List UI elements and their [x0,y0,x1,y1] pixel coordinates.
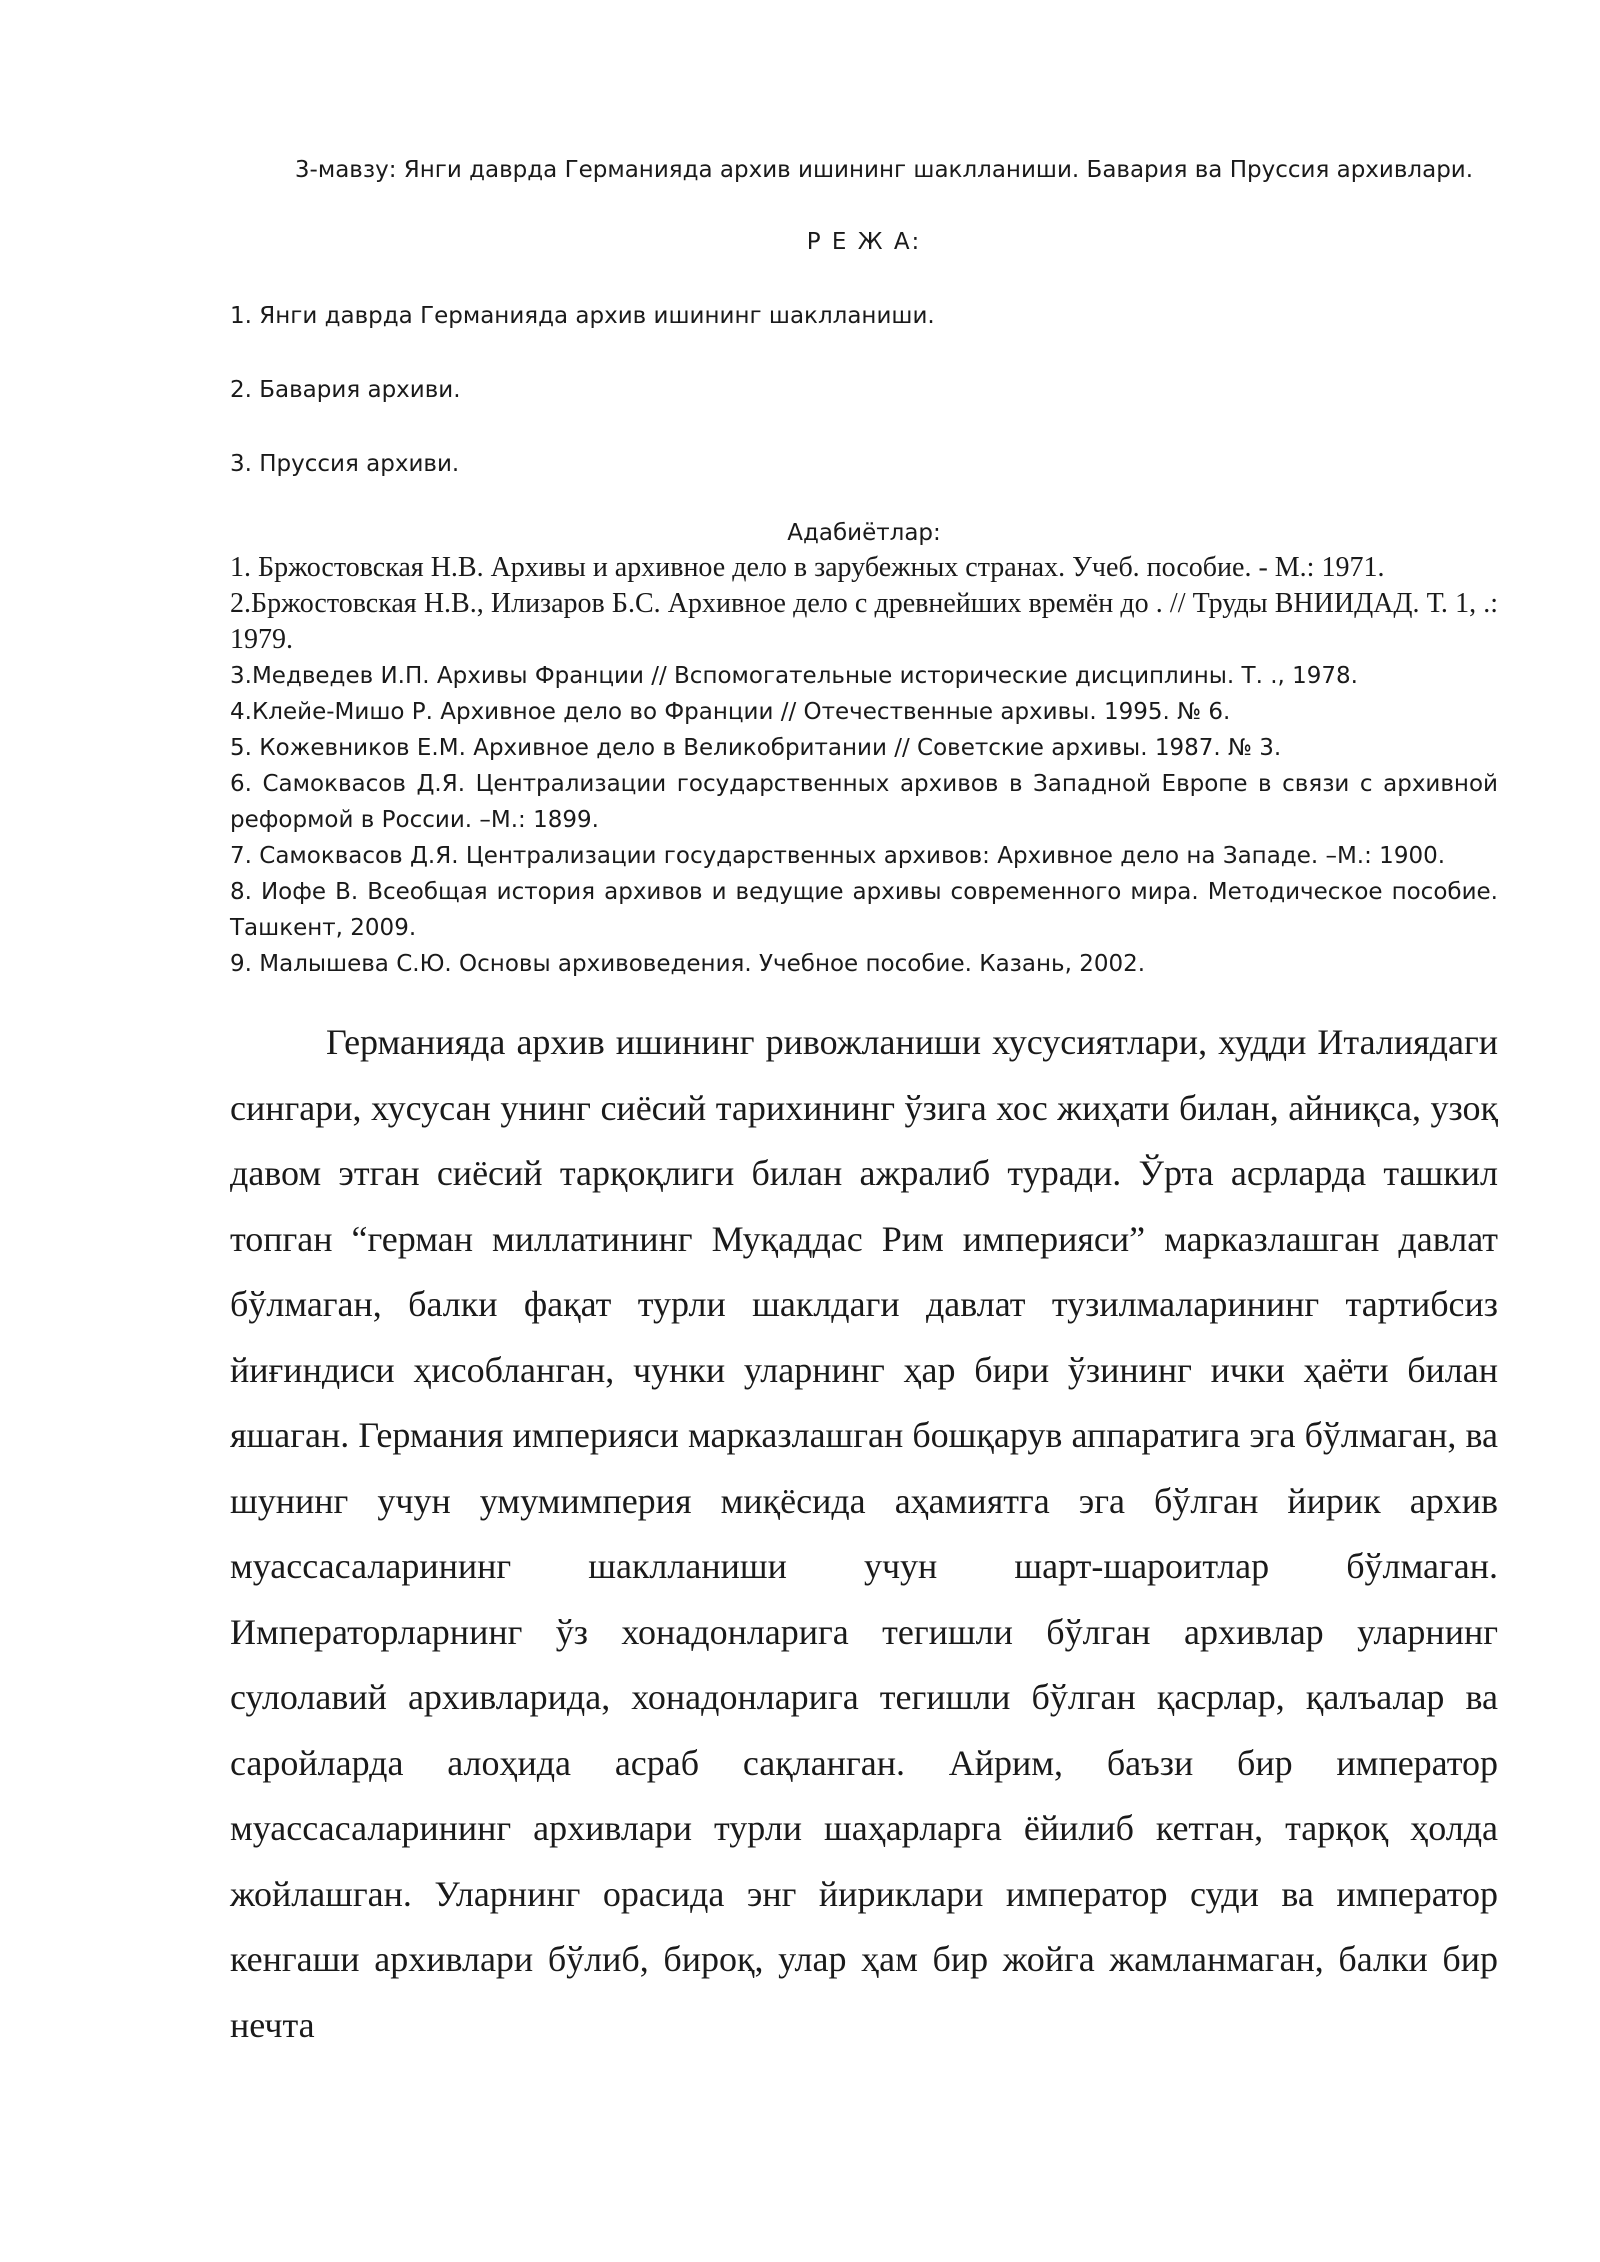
literature-list [230,550,1498,982]
plan-list [230,296,1498,484]
literature-item: 9. Малышева С.Ю. Основы архивоведения. Учебное пособие. Казань, 2002. [230,951,1146,977]
literature-item: 4.Клейе-Мишо Р. Архивное дело во Франции // Отечественные архивы. 1995. № 6. [230,699,1231,725]
literature-item: 3.Медведев И.П. Архивы Франции // Вспомогательные исторические дисциплины. Т. ., 1978. [230,663,1358,689]
literature-item: 2.Бржостовская Н.В., Илизаров Б.С. Архивное дело с древнейших времён до . // Труды ВНИИДАД. Т. 1, .: 1979. [230,588,1498,655]
literature-heading: Адабиётлар: [787,520,941,546]
plan-heading: Р Е Ж А: [806,229,922,255]
literature-item: 7. Самоквасов Д.Я. Централизации государственных архивов: Архивное дело на Западе. –М.: 1900. [230,843,1446,869]
literature-item: 8. Иофе В. Всеобщая история архивов и ведущие архивы современного мира. Методическое пособие. Ташкент, 2009. [230,879,1498,941]
literature-item: 6. Самоквасов Д.Я. Централизации государственных архивов в Западной Европе в связи с архивной реформой в России. –М.: 1899. [230,771,1498,833]
literature-item: 5. Кожевников Е.М. Архивное дело в Великобритании // Советские архивы. 1987. № 3. [230,735,1282,761]
plan-item: 3. Пруссия архиви. [230,451,460,477]
topic-title: 3-мавзу: Янги даврда Германияда архив ишининг шаклланиши. Бавария ва Пруссия архивлари. [294,157,1474,183]
literature-item: 1. Бржостовская Н.В. Архивы и архивное дело в зарубежных странах. Учеб. пособие. - М.: 1971. [230,552,1385,583]
body-paragraph: Германияда архив ишининг ривожланиши хусусиятлари, худди Италиядаги сингари, хусусан унинг сиёсий тарихининг ўзига хос жиҳати билан, айниқса, узоқ давом этган сиёсий тарқоқлиги билан ажралиб туради. Ўрта асрларда ташкил топган “герман миллатининг Муқаддас Рим империяси” марказлашган давлат бўлмаган, балки фақат турли шаклдаги давлат тузилмаларининг тартибсиз йиғиндиси ҳисобланган, чунки уларнинг ҳар бири ўзининг ички ҳаёти билан яшаган. Германия империяси марказлашган бошқарув аппаратига эга бўлмаган, ва шунинг учун умумимперия миқёсида аҳамиятга эга бўлган йирик архив муассасаларининг шаклланиши учун шарт-шароитлар бўлмаган. Императорларнинг ўз хонадонларига тегишли бўлган архивлар уларнинг сулолавий архивларида, хонадонларига тегишли бўлган қасрлар, қалъалар ва саройларда алоҳида асраб сақланган. Айрим, баъзи бир император муассасаларининг архивлари турли шаҳарларга ёйилиб кетган, тарқоқ ҳолда жойлашган. Уларнинг орасида энг йириклари император суди ва император кенгаши архивлари бўлиб, бироқ, улар ҳам бир жойга жамланмаган, балки бир нечта [230,1022,1498,2045]
plan-item: 1. Янги даврда Германияда архив ишининг шаклланиши. [230,303,935,329]
plan-item: 2. Бавария архиви. [230,377,461,403]
